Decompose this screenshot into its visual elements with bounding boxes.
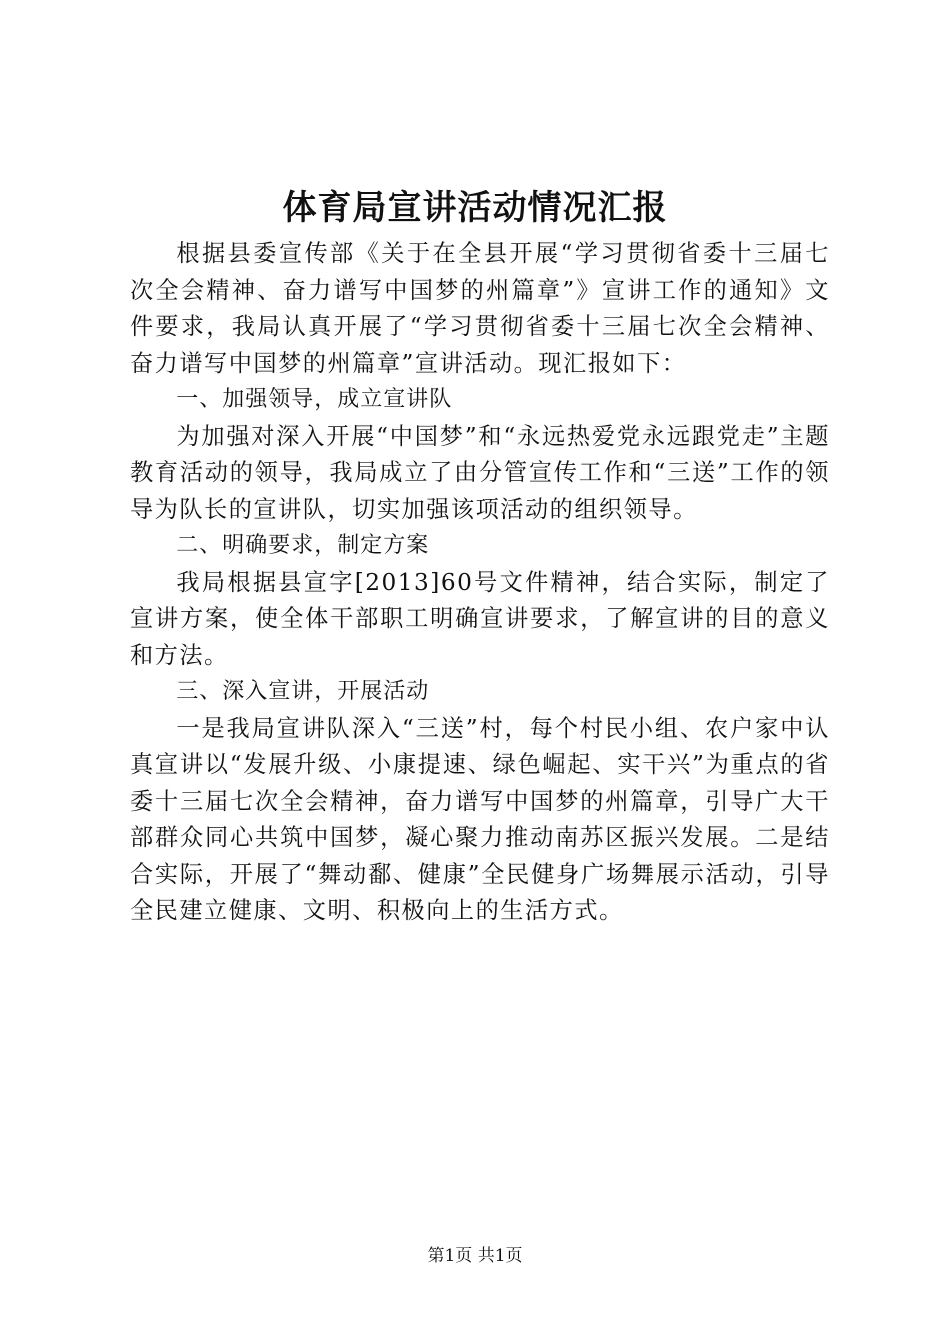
page-footer: 第1页 共1页 bbox=[427, 1246, 523, 1266]
section-2 bbox=[130, 528, 830, 674]
document-title: 体育局宣讲活动情况汇报 bbox=[282, 188, 668, 228]
section-heading: 二、明确要求，制定方案 bbox=[176, 533, 430, 558]
intro-paragraph: 根据县委宣传部《关于在全县开展“学习贯彻省委十三届七次全会精神、奋力谱写中国梦的州篇章”》宣讲工作的通知》文件要求，我局认真开展了“学习贯彻省委十三届七次全会精神、奋力谱写中国梦的州篇章”宣讲活动。现汇报如下： bbox=[130, 240, 830, 377]
section-1 bbox=[130, 382, 830, 528]
section-3 bbox=[130, 674, 830, 930]
section-paragraph: 一是我局宣讲队深入“三送”村，每个村民小组、农户家中认真宣讲以“发展升级、小康提速、绿色崛起、实干兴”为重点的省委十三届七次全会精神，奋力谱写中国梦的州篇章，引导广大干部群众同心共筑中国梦，凝心聚力推动南苏区振兴发展。二是结合实际，开展了“舞动鄱、健康”全民健身广场舞展示活动，引导全民建立健康、文明、积极向上的生活方式。 bbox=[130, 714, 830, 924]
section-heading: 一、加强领导，成立宣讲队 bbox=[176, 387, 453, 412]
section-paragraph: 为加强对深入开展“中国梦”和“永远热爱党永远跟党走”主题教育活动的领导，我局成立了由分管宣传工作和“三送”工作的领导为队长的宣讲队，切实加强该项活动的组织领导。 bbox=[130, 422, 830, 523]
section-heading: 三、深入宣讲，开展活动 bbox=[176, 679, 430, 704]
document-body bbox=[130, 236, 830, 930]
section-paragraph: 我局根据县宣字[2013]60号文件精神，结合实际，制定了宣讲方案，使全体干部职工明确宣讲要求，了解宣讲的目的意义和方法。 bbox=[130, 568, 830, 669]
